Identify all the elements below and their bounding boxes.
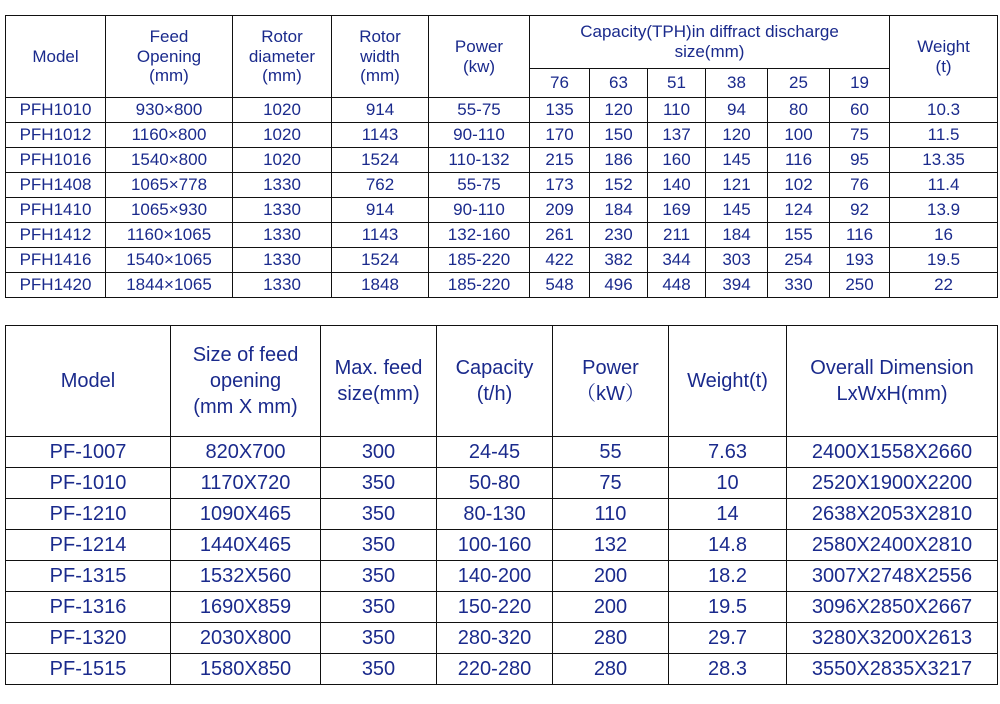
table-cell: 1540×1065: [106, 248, 233, 273]
table-cell: PF-1010: [6, 468, 171, 499]
table-cell: PF-1315: [6, 561, 171, 592]
table-cell: PFH1016: [6, 148, 106, 173]
table-cell: 145: [706, 198, 768, 223]
table-cell: 496: [590, 273, 648, 298]
table-cell: 1020: [233, 98, 332, 123]
table-cell: 1848: [332, 273, 429, 298]
table-cell: 254: [768, 248, 830, 273]
table-cell: 29.7: [669, 623, 787, 654]
table-cell: 28.3: [669, 654, 787, 685]
table-cell: 14: [669, 499, 787, 530]
table-cell: 250: [830, 273, 890, 298]
table-cell: 100: [768, 123, 830, 148]
table-cell: 1160×1065: [106, 223, 233, 248]
table-cell: 220-280: [437, 654, 553, 685]
table-cell: 1330: [233, 223, 332, 248]
table-cell: 60: [830, 98, 890, 123]
table-cell: 110: [553, 499, 669, 530]
table-cell: 185-220: [429, 273, 530, 298]
table-cell: 1020: [233, 148, 332, 173]
table-cell: 303: [706, 248, 768, 273]
table-cell: 300: [321, 437, 437, 468]
table-cell: 1690X859: [171, 592, 321, 623]
table-cell: 160: [648, 148, 706, 173]
header-rotor-diameter: Rotor diameter (mm): [233, 16, 332, 98]
table-cell: 1524: [332, 148, 429, 173]
table-cell: 120: [706, 123, 768, 148]
header-size-51: 51: [648, 69, 706, 98]
table-cell: 76: [830, 173, 890, 198]
table-row: [6, 123, 998, 148]
table-cell: 11.5: [890, 123, 998, 148]
table-cell: 184: [590, 198, 648, 223]
table-cell: 820X700: [171, 437, 321, 468]
table-cell: 116: [768, 148, 830, 173]
table-cell: 185-220: [429, 248, 530, 273]
header-size-38: 38: [706, 69, 768, 98]
table-cell: 448: [648, 273, 706, 298]
header-weight: Weight(t): [669, 326, 787, 437]
table-row: [6, 437, 998, 468]
table-cell: 90-110: [429, 198, 530, 223]
table-cell: 19.5: [890, 248, 998, 273]
table-cell: 350: [321, 654, 437, 685]
table-cell: 1020: [233, 123, 332, 148]
table-row: [6, 273, 998, 298]
table-row: [6, 561, 998, 592]
table-cell: 209: [530, 198, 590, 223]
table-cell: PF-1320: [6, 623, 171, 654]
table-cell: 13.9: [890, 198, 998, 223]
table-cell: 155: [768, 223, 830, 248]
table-cell: 10.3: [890, 98, 998, 123]
table-cell: 186: [590, 148, 648, 173]
table-cell: 1160×800: [106, 123, 233, 148]
table-cell: 116: [830, 223, 890, 248]
table-cell: 140: [648, 173, 706, 198]
table-cell: 350: [321, 561, 437, 592]
table-cell: 1580X850: [171, 654, 321, 685]
table-cell: 152: [590, 173, 648, 198]
table-row: [6, 173, 998, 198]
table-cell: 193: [830, 248, 890, 273]
table-cell: 200: [553, 592, 669, 623]
table-cell: 211: [648, 223, 706, 248]
table-row: [6, 623, 998, 654]
header-max-feed-size: Max. feed size(mm): [321, 326, 437, 437]
table-cell: 18.2: [669, 561, 787, 592]
table-cell: 55-75: [429, 173, 530, 198]
table-cell: 215: [530, 148, 590, 173]
table-row: [6, 654, 998, 685]
table-cell: 2400X1558X2660: [787, 437, 998, 468]
table-cell: 75: [553, 468, 669, 499]
header-capacity: Capacity(TPH)in diffract discharge size(mm): [530, 16, 890, 69]
header-size-63: 63: [590, 69, 648, 98]
table-cell: 173: [530, 173, 590, 198]
table-cell: PFH1410: [6, 198, 106, 223]
table-cell: 350: [321, 499, 437, 530]
table-row: [6, 499, 998, 530]
table-cell: 350: [321, 592, 437, 623]
header-model: Model: [6, 16, 106, 98]
table-cell: 19.5: [669, 592, 787, 623]
header-size-76: 76: [530, 69, 590, 98]
table-cell: PF-1316: [6, 592, 171, 623]
table-cell: 280: [553, 654, 669, 685]
header-model: Model: [6, 326, 171, 437]
table-cell: 132: [553, 530, 669, 561]
table-cell: 150-220: [437, 592, 553, 623]
table-cell: PFH1012: [6, 123, 106, 148]
table-row: [6, 98, 998, 123]
table-cell: 22: [890, 273, 998, 298]
table-cell: 1090X465: [171, 499, 321, 530]
table-cell: 170: [530, 123, 590, 148]
table-cell: 762: [332, 173, 429, 198]
table-cell: 90-110: [429, 123, 530, 148]
table-cell: PFH1416: [6, 248, 106, 273]
table-cell: 7.63: [669, 437, 787, 468]
table-cell: PF-1007: [6, 437, 171, 468]
table-row: [6, 248, 998, 273]
table-row: [6, 198, 998, 223]
pf-spec-table: [5, 325, 998, 685]
header-rotor-width: Rotor width (mm): [332, 16, 429, 98]
header-feed-opening: Size of feed opening (mm X mm): [171, 326, 321, 437]
table-cell: 80-130: [437, 499, 553, 530]
header-power: Power (kw): [429, 16, 530, 98]
table-cell: 3550X2835X3217: [787, 654, 998, 685]
table-cell: 110: [648, 98, 706, 123]
table-cell: 2520X1900X2200: [787, 468, 998, 499]
table-cell: 169: [648, 198, 706, 223]
table-cell: 13.35: [890, 148, 998, 173]
header-feed-opening: Feed Opening (mm): [106, 16, 233, 98]
table-cell: 3096X2850X2667: [787, 592, 998, 623]
table-row: [6, 148, 998, 173]
table-cell: 10: [669, 468, 787, 499]
table-cell: 132-160: [429, 223, 530, 248]
table-cell: 382: [590, 248, 648, 273]
header-overall-dimension: Overall Dimension LxWxH(mm): [787, 326, 998, 437]
table-cell: 344: [648, 248, 706, 273]
table-cell: 1440X465: [171, 530, 321, 561]
table-cell: 102: [768, 173, 830, 198]
table-cell: 1065×778: [106, 173, 233, 198]
table-cell: 16: [890, 223, 998, 248]
table-cell: 55: [553, 437, 669, 468]
table-cell: 2638X2053X2810: [787, 499, 998, 530]
table-cell: 137: [648, 123, 706, 148]
table-cell: 1143: [332, 123, 429, 148]
table-cell: 330: [768, 273, 830, 298]
header-size-25: 25: [768, 69, 830, 98]
table-cell: 24-45: [437, 437, 553, 468]
table-row: [6, 592, 998, 623]
table-cell: 350: [321, 530, 437, 561]
table-cell: 422: [530, 248, 590, 273]
table-cell: 1330: [233, 173, 332, 198]
table-cell: 1532X560: [171, 561, 321, 592]
table-cell: 2580X2400X2810: [787, 530, 998, 561]
table-row: [6, 223, 998, 248]
table-cell: 200: [553, 561, 669, 592]
table-cell: 14.8: [669, 530, 787, 561]
table-cell: 280-320: [437, 623, 553, 654]
table-cell: 75: [830, 123, 890, 148]
table-row: [6, 468, 998, 499]
table-cell: 230: [590, 223, 648, 248]
table-cell: 95: [830, 148, 890, 173]
header-weight: Weight (t): [890, 16, 998, 98]
pfh-spec-table: [5, 15, 998, 298]
table-cell: PFH1408: [6, 173, 106, 198]
table-cell: 1143: [332, 223, 429, 248]
table-cell: PFH1420: [6, 273, 106, 298]
table-cell: 1524: [332, 248, 429, 273]
table-cell: 80: [768, 98, 830, 123]
table-cell: 150: [590, 123, 648, 148]
table-cell: 55-75: [429, 98, 530, 123]
table-cell: 3007X2748X2556: [787, 561, 998, 592]
table-cell: 121: [706, 173, 768, 198]
header-capacity: Capacity (t/h): [437, 326, 553, 437]
table-cell: 145: [706, 148, 768, 173]
table-cell: 1330: [233, 273, 332, 298]
table-cell: 1330: [233, 198, 332, 223]
table-cell: 94: [706, 98, 768, 123]
table-cell: 548: [530, 273, 590, 298]
table-cell: 394: [706, 273, 768, 298]
table-cell: 930×800: [106, 98, 233, 123]
header-power: Power （kW）: [553, 326, 669, 437]
table-cell: 1540×800: [106, 148, 233, 173]
table-cell: 3280X3200X2613: [787, 623, 998, 654]
table-cell: 124: [768, 198, 830, 223]
table-cell: 11.4: [890, 173, 998, 198]
table-cell: 350: [321, 468, 437, 499]
table-cell: 914: [332, 198, 429, 223]
table-cell: 184: [706, 223, 768, 248]
table-cell: 261: [530, 223, 590, 248]
table-cell: 92: [830, 198, 890, 223]
table-cell: 140-200: [437, 561, 553, 592]
table-cell: 914: [332, 98, 429, 123]
table-cell: 110-132: [429, 148, 530, 173]
table-cell: 120: [590, 98, 648, 123]
header-size-19: 19: [830, 69, 890, 98]
table-cell: PF-1214: [6, 530, 171, 561]
table-cell: 1330: [233, 248, 332, 273]
table-row: [6, 530, 998, 561]
table-cell: 50-80: [437, 468, 553, 499]
table-cell: 135: [530, 98, 590, 123]
table-cell: 100-160: [437, 530, 553, 561]
table-cell: 280: [553, 623, 669, 654]
table-cell: 1065×930: [106, 198, 233, 223]
table-cell: 1844×1065: [106, 273, 233, 298]
table-cell: PF-1515: [6, 654, 171, 685]
table-cell: PFH1412: [6, 223, 106, 248]
table-cell: PFH1010: [6, 98, 106, 123]
table-cell: PF-1210: [6, 499, 171, 530]
table-cell: 350: [321, 623, 437, 654]
table-cell: 2030X800: [171, 623, 321, 654]
table-cell: 1170X720: [171, 468, 321, 499]
